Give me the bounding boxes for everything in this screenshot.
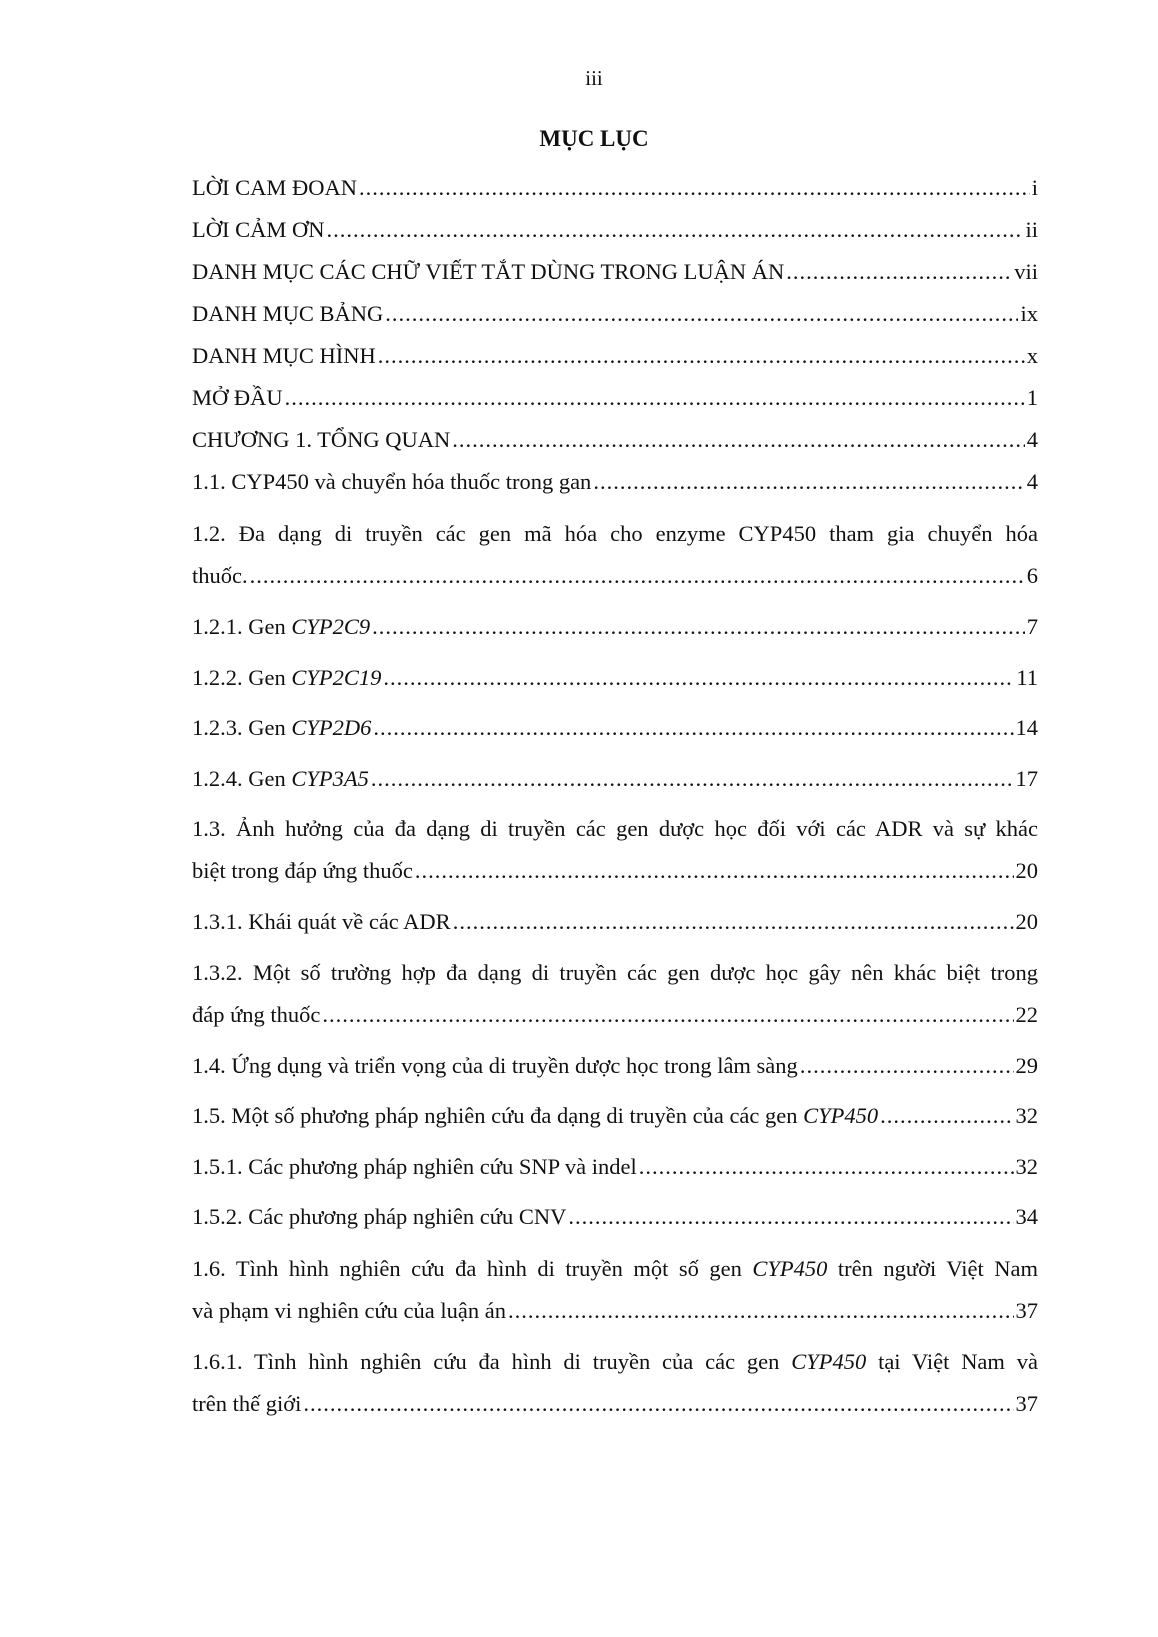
entry-page: ii <box>1025 217 1038 242</box>
dot-leader <box>327 216 1024 244</box>
toc-entry[interactable] <box>192 1203 1038 1231</box>
dot-leader <box>508 1297 1014 1325</box>
entry-title: DANH MỤC CÁC CHỮ VIẾT TẮT DÙNG TRONG LUẬN ÁN <box>192 259 785 284</box>
entry-page: 11 <box>1016 665 1038 690</box>
entry-title-prefix: 1.6.1. Tình hình nghiên cứu đa hình di truyền của các gen <box>192 1349 780 1374</box>
dot-leader <box>378 342 1025 370</box>
entry-title-suffix: trên người Việt Nam <box>837 1256 1039 1281</box>
toc-entry[interactable] <box>192 765 1038 793</box>
entry-page: 37 <box>1015 1391 1038 1416</box>
entry-title-line1 <box>192 1348 1038 1376</box>
entry-title-suffix: tại Việt Nam và <box>878 1349 1038 1374</box>
dot-leader <box>453 908 1014 936</box>
entry-title-line2: đáp ứng thuốc <box>192 1002 321 1027</box>
entry-page: 34 <box>1015 1204 1038 1229</box>
entry-page: 14 <box>1015 715 1038 740</box>
entry-page: 37 <box>1015 1298 1038 1323</box>
entry-page: i <box>1031 175 1038 200</box>
toc-entry[interactable] <box>192 1102 1038 1130</box>
entry-page: 29 <box>1015 1053 1038 1078</box>
entry-title: MỞ ĐẦU <box>192 385 283 410</box>
toc-entry[interactable] <box>192 1255 1038 1325</box>
entry-title: 1.2.4. Gen <box>192 766 286 791</box>
toc-entry[interactable] <box>192 384 1038 412</box>
entry-page: 4 <box>1026 427 1038 452</box>
entry-page: 32 <box>1015 1103 1038 1128</box>
entry-title: LỜI CẢM ƠN <box>192 217 325 242</box>
dot-leader <box>285 384 1025 412</box>
dot-leader <box>639 1153 1014 1181</box>
entry-title: LỜI CAM ĐOAN <box>192 175 357 200</box>
entry-title: 1.4. Ứng dụng và triển vọng của di truyền dược học trong lâm sàng <box>192 1053 798 1078</box>
entry-page: 20 <box>1015 858 1038 883</box>
entry-title: 1.5.2. Các phương pháp nghiên cứu CNV <box>192 1204 567 1229</box>
entry-title-line1: 1.2. Đa dạng di truyền các gen mã hóa cho enzyme CYP450 tham gia chuyển hóa <box>192 521 1038 546</box>
toc-entry[interactable] <box>192 258 1038 286</box>
toc-entry[interactable] <box>192 216 1038 244</box>
gene-name: CYP450 <box>791 1349 867 1374</box>
dot-leader <box>322 1001 1013 1029</box>
entry-page: 6 <box>1026 563 1038 588</box>
toc-entry[interactable] <box>192 908 1038 936</box>
entry-title-line2: trên thế giới <box>192 1391 302 1416</box>
dot-leader <box>415 857 1014 885</box>
page-title: MỤC LỤC <box>539 126 649 151</box>
dot-leader <box>880 1102 1013 1130</box>
gene-name: CYP2C9 <box>291 614 371 639</box>
entry-title-line2: và phạm vi nghiên cứu của luận án <box>192 1298 506 1323</box>
entry-page: 4 <box>1026 469 1038 494</box>
entry-page: 20 <box>1015 909 1038 934</box>
toc-entry[interactable] <box>192 1052 1038 1080</box>
entry-title-prefix: 1.6. Tình hình nghiên cứu đa hình di truyền một số gen <box>192 1256 742 1281</box>
toc-entry[interactable] <box>192 959 1038 1029</box>
entry-title: 1.5.1. Các phương pháp nghiên cứu SNP và indel <box>192 1154 637 1179</box>
dot-leader <box>568 1203 1013 1231</box>
entry-page: 17 <box>1015 766 1038 791</box>
toc-entry[interactable] <box>192 342 1038 370</box>
dot-leader <box>371 765 1014 793</box>
entry-title-line2: biệt trong đáp ứng thuốc <box>192 858 413 883</box>
toc-entry[interactable] <box>192 300 1038 328</box>
page-number: iii <box>585 66 603 90</box>
entry-page: 7 <box>1026 614 1038 639</box>
entry-title: 1.2.3. Gen <box>192 715 286 740</box>
entry-title: DANH MỤC BẢNG <box>192 301 384 326</box>
dot-leader <box>250 562 1025 590</box>
toc-entry[interactable] <box>192 664 1038 692</box>
dot-leader <box>383 664 1014 692</box>
entry-page: 22 <box>1015 1002 1038 1027</box>
dot-leader <box>372 613 1025 641</box>
dot-leader <box>786 258 1012 286</box>
toc-entry[interactable] <box>192 426 1038 454</box>
entry-title: 1.2.2. Gen <box>192 665 286 690</box>
entry-page: ix <box>1020 301 1038 326</box>
entry-page: x <box>1026 343 1038 368</box>
entry-page: 32 <box>1015 1154 1038 1179</box>
gene-name: CYP450 <box>803 1103 879 1128</box>
gene-name: CYP2D6 <box>291 715 372 740</box>
entry-title: CHƯƠNG 1. TỔNG QUAN <box>192 427 451 452</box>
entry-title-line2: thuốc. <box>192 563 248 588</box>
entry-title-line1: 1.3. Ảnh hưởng của đa dạng di truyền các gen dược học đối với các ADR và sự khác <box>192 816 1038 841</box>
gene-name: CYP2C19 <box>291 665 382 690</box>
gene-name: CYP3A5 <box>291 766 369 791</box>
dot-leader <box>593 468 1024 496</box>
entry-page: vii <box>1014 259 1038 284</box>
entry-title: 1.3.1. Khái quát về các ADR <box>192 909 451 934</box>
dot-leader <box>303 1390 1013 1418</box>
toc-entry[interactable] <box>192 468 1038 496</box>
toc-entry[interactable] <box>192 815 1038 885</box>
toc-entry[interactable] <box>192 1153 1038 1181</box>
dot-leader <box>373 714 1013 742</box>
toc-entry[interactable] <box>192 714 1038 742</box>
toc-entry[interactable] <box>192 1348 1038 1418</box>
toc-entry[interactable] <box>192 520 1038 590</box>
gene-name: CYP450 <box>752 1256 828 1281</box>
entry-title-line1: 1.3.2. Một số trường hợp đa dạng di truyền các gen dược học gây nên khác biệt trong <box>192 960 1038 985</box>
dot-leader <box>359 174 1030 202</box>
toc-entry[interactable] <box>192 174 1038 202</box>
dot-leader <box>452 426 1024 454</box>
entry-title-line1 <box>192 1255 1038 1283</box>
entry-title: 1.2.1. Gen <box>192 614 286 639</box>
entry-title: 1.5. Một số phương pháp nghiên cứu đa dạng di truyền của các gen <box>192 1103 798 1128</box>
entry-title: 1.1. CYP450 và chuyển hóa thuốc trong gan <box>192 469 592 494</box>
dot-leader <box>800 1052 1014 1080</box>
toc-entry[interactable] <box>192 613 1038 641</box>
entry-page: 1 <box>1026 385 1038 410</box>
dot-leader <box>385 300 1018 328</box>
entry-title: DANH MỤC HÌNH <box>192 343 376 368</box>
